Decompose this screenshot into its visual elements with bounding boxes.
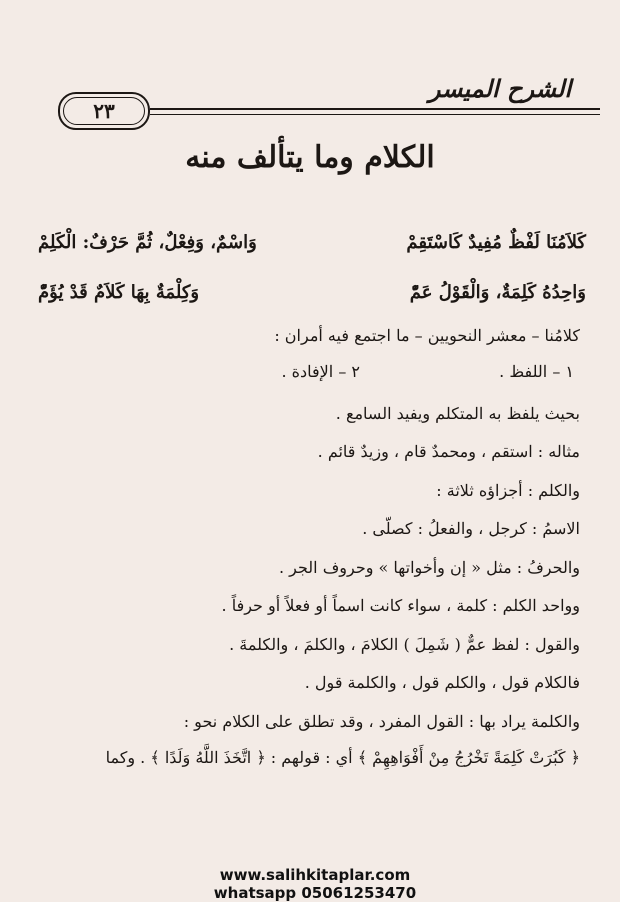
list-item: ٢ – الإفادة . <box>281 362 360 381</box>
body-line-intro: كلامُنا – معشر النحويين – ما اجتمع فيه أمران : <box>274 326 580 345</box>
body-line: والكلمة يراد بها : القول المفرد ، وقد تطلق على الكلام نحو : <box>183 712 580 731</box>
body-line: الاسمُ : كرجل ، والفعلُ : كصلّى . <box>362 519 580 538</box>
verse-line-2 <box>38 282 586 303</box>
chapter-title: الكلام وما يتألف منه <box>185 140 435 175</box>
body-line: بحيث يلفظ به المتكلم ويفيد السامع . <box>335 404 580 423</box>
running-header-title: الشرح الميسر <box>428 74 572 103</box>
verse-hemistich-left: وَاسْمٌ، وَفِعْلٌ، ثُمَّ حَرْفٌ: الْكَلِمْ <box>38 232 257 253</box>
page-number: ٢٣ <box>58 92 150 130</box>
body-line: والحرفُ : مثل « إن وأخواتها » وحروف الجر . <box>278 558 580 577</box>
whatsapp-contact: whatsapp 05061253470 <box>213 884 417 902</box>
body-line: والكلم : أجزاؤه ثلاثة : <box>436 481 580 500</box>
verse-hemistich-right: كَلاَمُنَا لَفْظٌ مُفِيدٌ كَاسْتَقِمْ <box>406 232 586 253</box>
body-line: مثاله : استقم ، ومحمدٌ قام ، وزيدٌ قائم . <box>317 442 580 461</box>
body-line-quran: ﴿ كَبُرَتْ كَلِمَةً تَخْرُجُ مِنْ أَفْوَاهِهِمْ ﴾ أي : قولهم : ﴿ اتَّخَذَ اللَّهُ وَلَدًا ﴾ . وكما <box>105 748 580 767</box>
verse-hemistich-left: وَكِلْمَةٌ بِهَا كَلاَمٌ قَدْ يُؤَمّْ <box>38 282 200 303</box>
list-item: ١ – اللفظ . <box>499 362 574 381</box>
verse-line-1 <box>38 232 586 253</box>
body-line: وواحد الكلم : كلمة ، سواء كانت اسماً أو فعلاً أو حرفاً . <box>221 596 580 615</box>
body-line: والقول : لفظ عمٌّ ( شَمِلَ ) الكلامَ ، والكلمَ ، والكلمةَ . <box>229 635 580 654</box>
header-rule-thin <box>150 114 600 115</box>
website-link[interactable]: www.salihkitaplar.com <box>219 866 411 884</box>
conditions-list <box>40 362 580 388</box>
body-line: فالكلام قول ، والكلم قول ، والكلمة قول . <box>304 673 580 692</box>
verse-hemistich-right: وَاحِدُهُ كَلِمَةٌ، وَالْقَوْلُ عَمّْ <box>409 282 586 303</box>
header-rule <box>150 108 600 110</box>
